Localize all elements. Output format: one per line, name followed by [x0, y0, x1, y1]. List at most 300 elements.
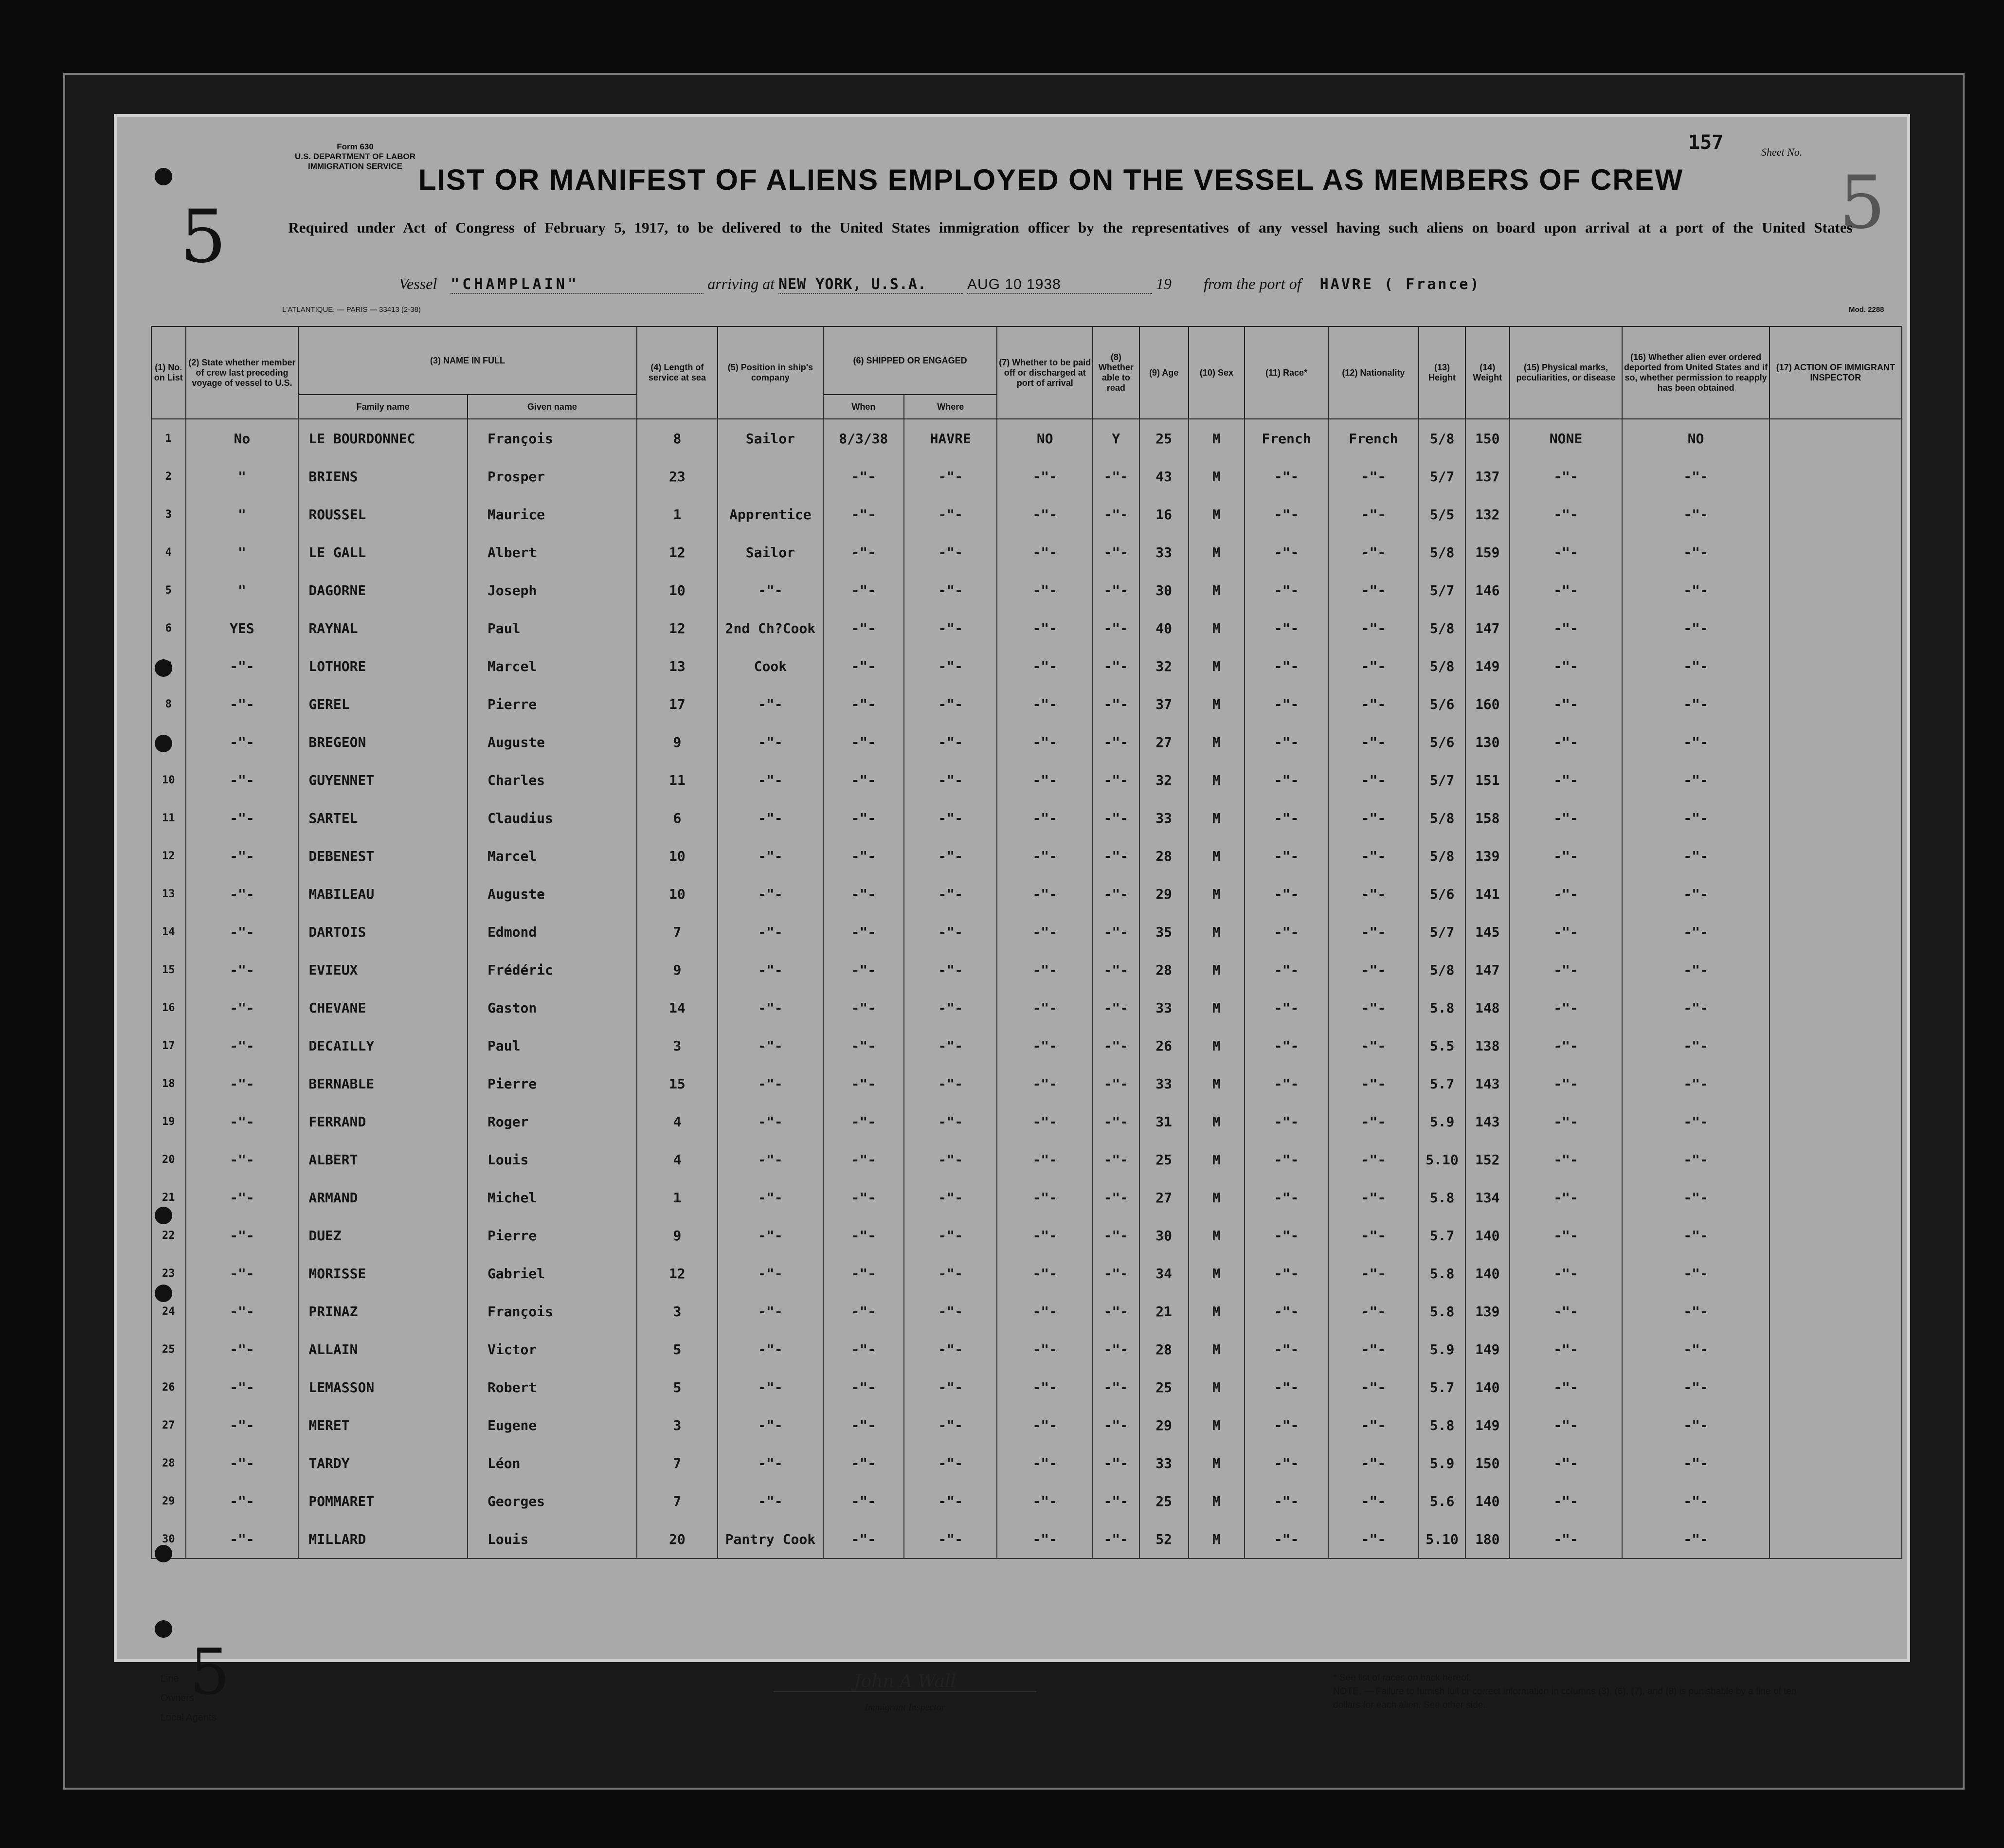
- shipped-when-cell: -"-: [823, 913, 904, 951]
- deported-cell: -"-: [1622, 1178, 1769, 1216]
- race-cell: -"-: [1245, 533, 1328, 571]
- able-to-read-cell: -"-: [1093, 1027, 1139, 1065]
- age-cell: 33: [1139, 989, 1189, 1027]
- weight-cell: 130: [1465, 723, 1510, 761]
- paid-off-cell: -"-: [997, 1406, 1093, 1444]
- last-voyage-cell: -"-: [186, 1216, 299, 1254]
- height-cell: 5.8: [1419, 989, 1465, 1027]
- given-name-cell: Roger: [468, 1103, 637, 1141]
- table-row: [151, 875, 1902, 913]
- service-years-cell: 1: [637, 495, 718, 533]
- shipped-where-cell: -"-: [904, 647, 997, 685]
- table-row: [151, 1254, 1902, 1292]
- inspector-action-cell: [1769, 723, 1902, 761]
- paid-off-cell: -"-: [997, 1368, 1093, 1406]
- family-name-cell: LOTHORE: [298, 647, 468, 685]
- deported-cell: -"-: [1622, 1406, 1769, 1444]
- weight-cell: 150: [1465, 419, 1510, 457]
- table-row: [151, 1178, 1902, 1216]
- family-name-cell: DUEZ: [298, 1216, 468, 1254]
- weight-cell: 151: [1465, 761, 1510, 799]
- last-voyage-cell: -"-: [186, 799, 299, 837]
- physical-marks-cell: -"-: [1510, 799, 1623, 837]
- shipped-when-cell: -"-: [823, 1292, 904, 1330]
- sex-cell: M: [1189, 1065, 1245, 1103]
- sex-cell: M: [1189, 799, 1245, 837]
- race-cell: -"-: [1245, 1103, 1328, 1141]
- age-cell: 29: [1139, 875, 1189, 913]
- paid-off-cell: -"-: [997, 1103, 1093, 1141]
- service-years-cell: 14: [637, 989, 718, 1027]
- table-row: [151, 1368, 1902, 1406]
- shipped-where-cell: -"-: [904, 1406, 997, 1444]
- position-cell: -"-: [718, 1254, 823, 1292]
- paid-off-cell: -"-: [997, 1482, 1093, 1520]
- inspector-label: Immigrant Inspector: [865, 1702, 945, 1713]
- sex-cell: M: [1189, 1520, 1245, 1558]
- sex-cell: M: [1189, 913, 1245, 951]
- footer-labels: [161, 1669, 217, 1727]
- sex-cell: M: [1189, 495, 1245, 533]
- shipped-when-cell: -"-: [823, 1216, 904, 1254]
- row-number-cell: 21: [151, 1178, 186, 1216]
- table-row: [151, 1216, 1902, 1254]
- last-voyage-cell: -"-: [186, 1520, 299, 1558]
- deported-cell: NO: [1622, 419, 1769, 457]
- given-name-cell: Auguste: [468, 723, 637, 761]
- weight-cell: 146: [1465, 571, 1510, 609]
- paid-off-cell: -"-: [997, 495, 1093, 533]
- row-number-cell: 10: [151, 761, 186, 799]
- shipped-where-cell: -"-: [904, 609, 997, 647]
- last-voyage-cell: -"-: [186, 1254, 299, 1292]
- nationality-cell: -"-: [1328, 799, 1419, 837]
- able-to-read-cell: -"-: [1093, 723, 1139, 761]
- nationality-cell: -"-: [1328, 761, 1419, 799]
- family-name-cell: ALLAIN: [298, 1330, 468, 1368]
- last-voyage-cell: -"-: [186, 685, 299, 723]
- deported-cell: -"-: [1622, 1027, 1769, 1065]
- given-name-cell: Gaston: [468, 989, 637, 1027]
- deported-cell: -"-: [1622, 989, 1769, 1027]
- table-row: [151, 799, 1902, 837]
- row-number-cell: 16: [151, 989, 186, 1027]
- service-years-cell: 12: [637, 533, 718, 571]
- height-cell: 5/6: [1419, 723, 1465, 761]
- page-number: 157: [1688, 131, 1724, 154]
- inspector-action-cell: [1769, 1254, 1902, 1292]
- inspector-action-cell: [1769, 1027, 1902, 1065]
- table-row: [151, 723, 1902, 761]
- col-shipped-header: (6) SHIPPED OR ENGAGED: [823, 326, 997, 395]
- sheet-label: Sheet No.: [1761, 146, 1803, 158]
- weight-cell: 145: [1465, 913, 1510, 951]
- position-cell: 2nd Ch?Cook: [718, 609, 823, 647]
- row-number-cell: 8: [151, 685, 186, 723]
- shipped-when-cell: -"-: [823, 533, 904, 571]
- position-cell: -"-: [718, 1406, 823, 1444]
- col-no-header: (1) No. on List: [151, 326, 186, 419]
- page-subtitle: Required under Act of Congress of February 5, 1917, to be delivered to the United States immigration officer by the representatives of any vessel having such aliens on board upon arrival at a port of the United States: [288, 219, 1853, 236]
- paid-off-cell: -"-: [997, 799, 1093, 837]
- nationality-cell: -"-: [1328, 951, 1419, 989]
- weight-cell: 139: [1465, 837, 1510, 875]
- sex-cell: M: [1189, 1178, 1245, 1216]
- paid-off-cell: -"-: [997, 875, 1093, 913]
- agents-label: Local Agents: [161, 1712, 217, 1723]
- last-voyage-cell: YES: [186, 609, 299, 647]
- able-to-read-cell: -"-: [1093, 1292, 1139, 1330]
- paid-off-cell: -"-: [997, 989, 1093, 1027]
- race-cell: -"-: [1245, 1216, 1328, 1254]
- given-name-cell: Edmond: [468, 913, 637, 951]
- sex-cell: M: [1189, 571, 1245, 609]
- paid-off-cell: -"-: [997, 1254, 1093, 1292]
- shipped-when-cell: -"-: [823, 495, 904, 533]
- height-cell: 5/6: [1419, 875, 1465, 913]
- deported-cell: -"-: [1622, 533, 1769, 571]
- sex-cell: M: [1189, 837, 1245, 875]
- weight-cell: 140: [1465, 1482, 1510, 1520]
- shipped-where-cell: -"-: [904, 1444, 997, 1482]
- physical-marks-cell: -"-: [1510, 1406, 1623, 1444]
- race-cell: -"-: [1245, 495, 1328, 533]
- height-cell: 5.10: [1419, 1141, 1465, 1178]
- sex-cell: M: [1189, 1254, 1245, 1292]
- height-cell: 5.5: [1419, 1027, 1465, 1065]
- last-voyage-cell: -"-: [186, 1027, 299, 1065]
- shipped-when-cell: -"-: [823, 571, 904, 609]
- able-to-read-cell: -"-: [1093, 1368, 1139, 1406]
- age-cell: 33: [1139, 533, 1189, 571]
- race-cell: -"-: [1245, 1482, 1328, 1520]
- shipped-when-cell: -"-: [823, 989, 904, 1027]
- race-cell: -"-: [1245, 1027, 1328, 1065]
- given-name-cell: Pierre: [468, 685, 637, 723]
- nationality-cell: -"-: [1328, 609, 1419, 647]
- arriving-label: arriving at: [707, 275, 775, 292]
- height-cell: 5.7: [1419, 1368, 1465, 1406]
- physical-marks-cell: -"-: [1510, 951, 1623, 989]
- race-cell: -"-: [1245, 875, 1328, 913]
- able-to-read-cell: -"-: [1093, 1406, 1139, 1444]
- weight-cell: 140: [1465, 1368, 1510, 1406]
- age-cell: 30: [1139, 571, 1189, 609]
- given-name-cell: Georges: [468, 1482, 637, 1520]
- service-years-cell: 10: [637, 837, 718, 875]
- given-name-cell: Pierre: [468, 1216, 637, 1254]
- sex-cell: M: [1189, 647, 1245, 685]
- inspector-action-cell: [1769, 989, 1902, 1027]
- row-number-cell: 17: [151, 1027, 186, 1065]
- inspector-action-cell: [1769, 1292, 1902, 1330]
- last-voyage-cell: -"-: [186, 1406, 299, 1444]
- paid-off-cell: -"-: [997, 951, 1093, 989]
- paid-off-cell: -"-: [997, 1330, 1093, 1368]
- table-row: [151, 1330, 1902, 1368]
- inspector-action-cell: [1769, 1368, 1902, 1406]
- line-label: Line: [161, 1673, 179, 1684]
- race-cell: -"-: [1245, 1406, 1328, 1444]
- inspector-action-cell: [1769, 533, 1902, 571]
- service-years-cell: 17: [637, 685, 718, 723]
- physical-marks-cell: -"-: [1510, 685, 1623, 723]
- sex-cell: M: [1189, 1330, 1245, 1368]
- row-number-cell: 12: [151, 837, 186, 875]
- weight-cell: 180: [1465, 1520, 1510, 1558]
- shipped-when-cell: -"-: [823, 685, 904, 723]
- last-voyage-cell: -"-: [186, 837, 299, 875]
- age-cell: 35: [1139, 913, 1189, 951]
- row-number-cell: 20: [151, 1141, 186, 1178]
- col-when-header: When: [823, 395, 904, 419]
- sex-cell: M: [1189, 609, 1245, 647]
- nationality-cell: -"-: [1328, 837, 1419, 875]
- given-name-cell: Paul: [468, 1027, 637, 1065]
- col-where-header: Where: [904, 395, 997, 419]
- position-cell: -"-: [718, 1368, 823, 1406]
- able-to-read-cell: -"-: [1093, 495, 1139, 533]
- given-name-cell: Louis: [468, 1520, 637, 1558]
- sex-cell: M: [1189, 723, 1245, 761]
- service-years-cell: 13: [637, 647, 718, 685]
- shipped-where-cell: -"-: [904, 495, 997, 533]
- sex-cell: M: [1189, 1141, 1245, 1178]
- shipped-where-cell: -"-: [904, 761, 997, 799]
- table-row: [151, 685, 1902, 723]
- weight-cell: 148: [1465, 989, 1510, 1027]
- position-cell: -"-: [718, 913, 823, 951]
- inspector-action-cell: [1769, 609, 1902, 647]
- binder-hole: [155, 1285, 172, 1302]
- weight-cell: 141: [1465, 875, 1510, 913]
- family-name-cell: GEREL: [298, 685, 468, 723]
- shipped-when-cell: 8/3/38: [823, 419, 904, 457]
- sex-cell: M: [1189, 989, 1245, 1027]
- physical-marks-cell: -"-: [1510, 1178, 1623, 1216]
- row-number-cell: 13: [151, 875, 186, 913]
- col-paid-off-header: (7) Whether to be paid off or discharged at port of arrival: [997, 326, 1093, 419]
- weight-cell: 160: [1465, 685, 1510, 723]
- age-cell: 33: [1139, 799, 1189, 837]
- race-cell: -"-: [1245, 609, 1328, 647]
- physical-marks-cell: -"-: [1510, 1141, 1623, 1178]
- binder-hole: [155, 1207, 172, 1224]
- deported-cell: -"-: [1622, 799, 1769, 837]
- deported-cell: -"-: [1622, 571, 1769, 609]
- physical-marks-cell: -"-: [1510, 609, 1623, 647]
- age-cell: 40: [1139, 609, 1189, 647]
- able-to-read-cell: -"-: [1093, 647, 1139, 685]
- shipped-where-cell: -"-: [904, 1216, 997, 1254]
- able-to-read-cell: -"-: [1093, 533, 1139, 571]
- deported-cell: -"-: [1622, 761, 1769, 799]
- age-cell: 25: [1139, 1368, 1189, 1406]
- last-voyage-cell: -"-: [186, 1178, 299, 1216]
- sheet-mark-right: 5: [1839, 161, 1886, 245]
- shipped-where-cell: -"-: [904, 875, 997, 913]
- given-name-cell: Joseph: [468, 571, 637, 609]
- paid-off-cell: -"-: [997, 1065, 1093, 1103]
- last-voyage-cell: -"-: [186, 875, 299, 913]
- sex-cell: M: [1189, 533, 1245, 571]
- age-cell: 27: [1139, 723, 1189, 761]
- family-name-cell: GUYENNET: [298, 761, 468, 799]
- inspector-action-cell: [1769, 951, 1902, 989]
- page-title: LIST OR MANIFEST OF ALIENS EMPLOYED ON THE VESSEL AS MEMBERS OF CREW: [418, 163, 1684, 196]
- deported-cell: -"-: [1622, 1216, 1769, 1254]
- position-cell: -"-: [718, 989, 823, 1027]
- given-name-cell: Paul: [468, 609, 637, 647]
- last-voyage-cell: ": [186, 457, 299, 495]
- position-cell: -"-: [718, 837, 823, 875]
- race-cell: -"-: [1245, 1178, 1328, 1216]
- shipped-where-cell: -"-: [904, 571, 997, 609]
- race-cell: -"-: [1245, 761, 1328, 799]
- physical-marks-cell: -"-: [1510, 1520, 1623, 1558]
- able-to-read-cell: -"-: [1093, 1065, 1139, 1103]
- position-cell: -"-: [718, 951, 823, 989]
- weight-cell: 149: [1465, 647, 1510, 685]
- race-cell: -"-: [1245, 913, 1328, 951]
- last-voyage-cell: -"-: [186, 1065, 299, 1103]
- shipped-where-cell: -"-: [904, 1027, 997, 1065]
- position-cell: -"-: [718, 723, 823, 761]
- service-years-cell: 20: [637, 1520, 718, 1558]
- paid-off-cell: -"-: [997, 1520, 1093, 1558]
- family-name-cell: POMMARET: [298, 1482, 468, 1520]
- given-name-cell: Charles: [468, 761, 637, 799]
- binder-hole: [155, 1620, 172, 1638]
- given-name-cell: Frédéric: [468, 951, 637, 989]
- position-cell: [718, 457, 823, 495]
- binder-hole: [155, 1545, 172, 1562]
- deported-cell: -"-: [1622, 951, 1769, 989]
- paid-off-cell: -"-: [997, 761, 1093, 799]
- table-row: [151, 989, 1902, 1027]
- col-last-voyage-header: (2) State whether member of crew last preceding voyage of vessel to U.S.: [186, 326, 299, 419]
- sex-cell: M: [1189, 1444, 1245, 1482]
- given-name-cell: Michel: [468, 1178, 637, 1216]
- family-name-cell: FERRAND: [298, 1103, 468, 1141]
- physical-marks-cell: -"-: [1510, 1368, 1623, 1406]
- sex-cell: M: [1189, 761, 1245, 799]
- service-years-cell: 3: [637, 1406, 718, 1444]
- shipped-where-cell: -"-: [904, 533, 997, 571]
- height-cell: 5/7: [1419, 457, 1465, 495]
- shipped-where-cell: -"-: [904, 1482, 997, 1520]
- able-to-read-cell: -"-: [1093, 685, 1139, 723]
- shipped-where-cell: -"-: [904, 1368, 997, 1406]
- family-name-cell: BREGEON: [298, 723, 468, 761]
- race-cell: -"-: [1245, 1520, 1328, 1558]
- physical-marks-cell: -"-: [1510, 1482, 1623, 1520]
- physical-marks-cell: -"-: [1510, 1254, 1623, 1292]
- given-name-cell: Auguste: [468, 875, 637, 913]
- col-position-header: (5) Position in ship's company: [718, 326, 823, 419]
- inspector-action-cell: [1769, 799, 1902, 837]
- age-cell: 26: [1139, 1027, 1189, 1065]
- col-given-name-header: Given name: [468, 395, 637, 419]
- deported-cell: -"-: [1622, 647, 1769, 685]
- physical-marks-cell: -"-: [1510, 1292, 1623, 1330]
- shipped-where-cell: -"-: [904, 951, 997, 989]
- deported-cell: -"-: [1622, 913, 1769, 951]
- deported-cell: -"-: [1622, 1520, 1769, 1558]
- col-deported-header: (16) Whether alien ever ordered deported from United States and if so, whether permission to reapply has been obtained: [1622, 326, 1769, 419]
- age-cell: 37: [1139, 685, 1189, 723]
- row-number-cell: 23: [151, 1254, 186, 1292]
- age-cell: 28: [1139, 837, 1189, 875]
- inspector-action-cell: [1769, 419, 1902, 457]
- family-name-cell: ARMAND: [298, 1178, 468, 1216]
- sex-cell: M: [1189, 1368, 1245, 1406]
- able-to-read-cell: -"-: [1093, 457, 1139, 495]
- shipped-where-cell: -"-: [904, 1065, 997, 1103]
- race-cell: -"-: [1245, 457, 1328, 495]
- row-number-cell: 15: [151, 951, 186, 989]
- col-family-name-header: Family name: [298, 395, 468, 419]
- inspector-action-cell: [1769, 1065, 1902, 1103]
- service-years-cell: 10: [637, 571, 718, 609]
- family-name-cell: MABILEAU: [298, 875, 468, 913]
- physical-marks-cell: NONE: [1510, 419, 1623, 457]
- inspector-action-cell: [1769, 1406, 1902, 1444]
- table-row: [151, 1065, 1902, 1103]
- last-voyage-cell: -"-: [186, 647, 299, 685]
- sex-cell: M: [1189, 951, 1245, 989]
- inspector-action-cell: [1769, 1103, 1902, 1141]
- able-to-read-cell: -"-: [1093, 761, 1139, 799]
- service: IMMIGRATION SERVICE: [308, 162, 402, 171]
- age-cell: 27: [1139, 1178, 1189, 1216]
- table-row: [151, 1141, 1902, 1178]
- inspector-action-cell: [1769, 685, 1902, 723]
- nationality-cell: -"-: [1328, 1330, 1419, 1368]
- mod-number: Mod. 2288: [1849, 306, 1884, 314]
- row-number-cell: 14: [151, 913, 186, 951]
- inspector-action-cell: [1769, 1141, 1902, 1178]
- service-years-cell: 5: [637, 1330, 718, 1368]
- position-cell: Cook: [718, 647, 823, 685]
- family-name-cell: BRIENS: [298, 457, 468, 495]
- paid-off-cell: -"-: [997, 837, 1093, 875]
- table-row: [151, 495, 1902, 533]
- shipped-when-cell: -"-: [823, 1330, 904, 1368]
- row-number-cell: 2: [151, 457, 186, 495]
- paid-off-cell: -"-: [997, 1178, 1093, 1216]
- height-cell: 5.9: [1419, 1103, 1465, 1141]
- nationality-cell: -"-: [1328, 685, 1419, 723]
- able-to-read-cell: -"-: [1093, 875, 1139, 913]
- paid-off-cell: -"-: [997, 1216, 1093, 1254]
- age-cell: 32: [1139, 647, 1189, 685]
- shipped-where-cell: -"-: [904, 1254, 997, 1292]
- shipped-when-cell: -"-: [823, 1103, 904, 1141]
- nationality-cell: -"-: [1328, 647, 1419, 685]
- service-years-cell: 5: [637, 1368, 718, 1406]
- shipped-when-cell: -"-: [823, 951, 904, 989]
- last-voyage-cell: -"-: [186, 1330, 299, 1368]
- last-voyage-cell: -"-: [186, 1292, 299, 1330]
- position-cell: -"-: [718, 1178, 823, 1216]
- age-cell: 29: [1139, 1406, 1189, 1444]
- height-cell: 5.8: [1419, 1406, 1465, 1444]
- races-note: * See list of races on back hereof.: [1333, 1673, 1472, 1683]
- given-name-cell: Albert: [468, 533, 637, 571]
- nationality-cell: -"-: [1328, 571, 1419, 609]
- age-cell: 32: [1139, 761, 1189, 799]
